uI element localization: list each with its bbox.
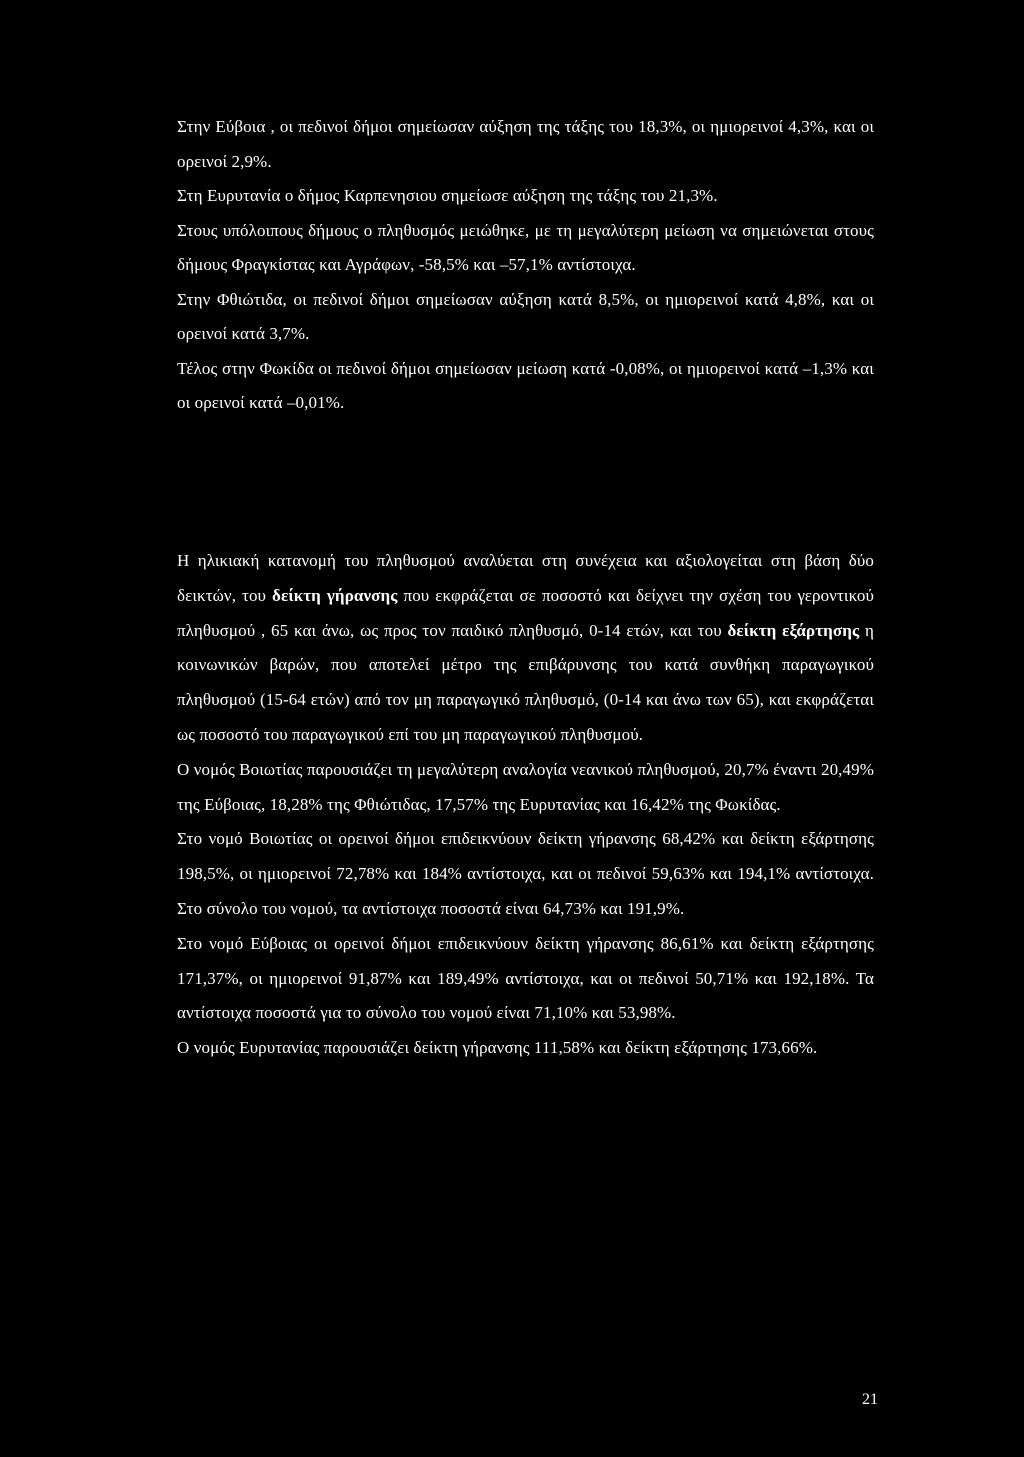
paragraph-fokida-change: Τέλος στην Φωκίδα οι πεδινοί δήμοι σημείωσαν μείωση κατά -0,08%, οι ημιορεινοί κατά –1,3% και οι ορεινοί κατά –0,01%.: [177, 358, 874, 412]
paragraph-fthiotida-change: Στην Φθιώτιδα, οι πεδινοί δήμοι σημείωσαν αύξηση κατά 8,5%, οι ημιορεινοί κατά 4,8%, και οι ορεινοί κατά 3,7%.: [177, 289, 874, 343]
paragraph-evrytania-change: Στη Ευρυτανία ο δήμος Καρπενησιου σημείωσε αύξηση της τάξης του 21,3%.: [177, 186, 718, 205]
term-dependency-index: δείκτη εξάρτησης: [727, 620, 860, 640]
population-change-section: [177, 110, 874, 421]
text-run: η κοινωνικών βαρών, που αποτελεί μέτρο της επιβάρυνσης του κατά συνθήκη παραγωγικού πληθυσμού (15-64 ετών) από τον μη παραγωγικό πληθυσμό, (0-14 και άνω των 65), και εκφράζεται ως ποσοστό του παραγωγικού επί του μη παραγωγικού πληθυσμού.: [177, 620, 875, 744]
paragraph-evia-change: Στην Εύβοια , οι πεδινοί δήμοι σημείωσαν αύξηση της τάξης του 18,3%, οι ημιορεινοί 4,3%, και οι ορεινοί 2,9%.: [177, 117, 874, 171]
paragraph-other-municipalities: Στους υπόλοιπους δήμους ο πληθυσμός μειώθηκε, με τη μεγαλύτερη μείωση να σημειώνεται στους δήμους Φραγκίστας και Αγράφων, -58,5% και –57,1% αντίστοιχα.: [177, 220, 874, 274]
paragraph-boeotia-youth: Ο νομός Βοιωτίας παρουσιάζει τη μεγαλύτερη αναλογία νεανικού πληθυσμού, 20,7% έναντι 20,49% της Εύβοιας, 18,28% της Φθιώτιδας, 17,57% της Ευρυτανίας και 16,42% της Φωκίδας.: [177, 759, 874, 814]
page-number: 21: [862, 1391, 878, 1408]
text-run: Η ηλικιακή κατανομή του πληθυσμού αναλύεται στη συνέχεια και αξιολογείται στη βάση δύο δεικτών, του: [177, 551, 874, 605]
paragraph-evrytania-indices: Ο νομός Ευρυτανίας παρουσιάζει δείκτη γήρανσης 111,58% και δείκτη εξάρτησης 173,66%.: [177, 1038, 818, 1058]
paragraph-evia-indices: Στο νομό Εύβοιας οι ορεινοί δήμοι επιδεικνύουν δείκτη γήρανσης 86,61% και δείκτη εξάρτησης 171,37%, οι ημιορεινοί 91,87% και 189,49% αντίστοιχα, και οι πεδινοί 50,71% και 192,18%. Τα αντίστοιχα ποσοστά για το σύνολο του νομού είναι 71,10% και 53,98%.: [177, 933, 874, 1023]
paragraph-age-distribution-intro: [177, 544, 874, 753]
term-ageing-index: δείκτη γήρανσης: [272, 585, 398, 605]
age-distribution-section: [177, 544, 874, 1066]
text-run: που εκφράζεται σε ποσοστό και δείχνει την σχέση του γεροντικού πληθυσμού , 65 και άνω, ως προς τον παιδικό πληθυσμό, 0-14 ετών, και του: [177, 585, 874, 640]
paragraph-boeotia-indices: Στο νομό Βοιωτίας οι ορεινοί δήμοι επιδεικνύουν δείκτη γήρανσης 68,42% και δείκτη εξάρτησης 198,5%, οι ημιορεινοί 72,78% και 184% αντίστοιχα, και οι πεδινοί 59,63% και 194,1% αντίστοιχα. Στο σύνολο του νομού, τα αντίστοιχα ποσοστά είναι 64,73% και 191,9%.: [177, 829, 874, 918]
